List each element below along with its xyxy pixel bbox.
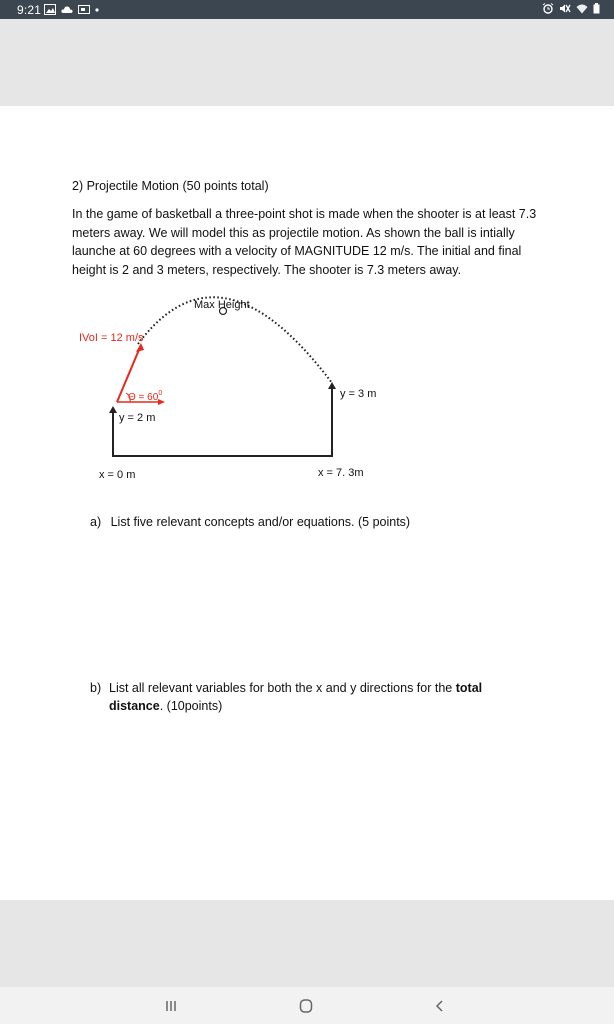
part-b-label: b) (90, 681, 102, 695)
top-margin (0, 19, 614, 106)
image-icon (44, 4, 56, 15)
status-bar (0, 0, 614, 19)
question-title: 2) Projectile Motion (50 points total) (72, 179, 269, 193)
document-page (0, 106, 614, 900)
question-intro: In the game of basketball a three-point shot is made when the shooter is at least 7.3 meters away. We will model this as projectile motion. As shown the ball is intially launche at 60 degrees with a velocity of MAGNITUDE 12 m/s. The initial and final height is 2 and 3 meters, respectively. The shooter is 7.3 meters away. (72, 207, 537, 277)
battery-icon (593, 3, 600, 14)
cast-icon (78, 4, 90, 15)
recents-icon (164, 999, 178, 1013)
part-b-bold: total distance (109, 681, 483, 713)
initial-height-line (113, 412, 117, 456)
mute-icon (559, 3, 571, 14)
projectile-diagram (70, 286, 390, 486)
part-a-text: List five relevant concepts and/or equations. (5 points) (110, 515, 411, 529)
status-time: 9:21 (17, 3, 42, 17)
part-a (90, 515, 410, 529)
recents-button[interactable] (151, 995, 191, 1017)
wifi-icon (576, 3, 588, 14)
max-height-label: Max Height (194, 299, 250, 311)
part-a-label: a) (90, 515, 102, 529)
back-button[interactable] (420, 995, 460, 1017)
cloud-icon (61, 4, 73, 15)
part-b-body (109, 679, 510, 715)
home-icon (298, 998, 314, 1014)
nav-bar (0, 987, 614, 1024)
start-x-label: x = 0 m (99, 469, 136, 481)
part-b (90, 679, 510, 715)
velocity-label: IVoI = 12 m/s (79, 332, 144, 344)
dot-icon (95, 8, 99, 12)
initial-height-label: y = 2 m (119, 412, 156, 424)
velocity-arrowhead (136, 343, 144, 352)
angle-label: $\Theta = 60^0$ (128, 390, 163, 403)
bottom-margin (0, 900, 614, 987)
alarm-icon (542, 3, 554, 14)
home-button[interactable] (286, 995, 326, 1017)
final-height-label: y = 3 m (340, 388, 377, 400)
part-b-text-after: . (10points) (159, 699, 223, 713)
end-x-label: x = 7. 3m (318, 467, 364, 479)
back-icon (433, 999, 447, 1013)
part-b-text: List all relevant variables for both the x and y directions for the (109, 681, 453, 695)
